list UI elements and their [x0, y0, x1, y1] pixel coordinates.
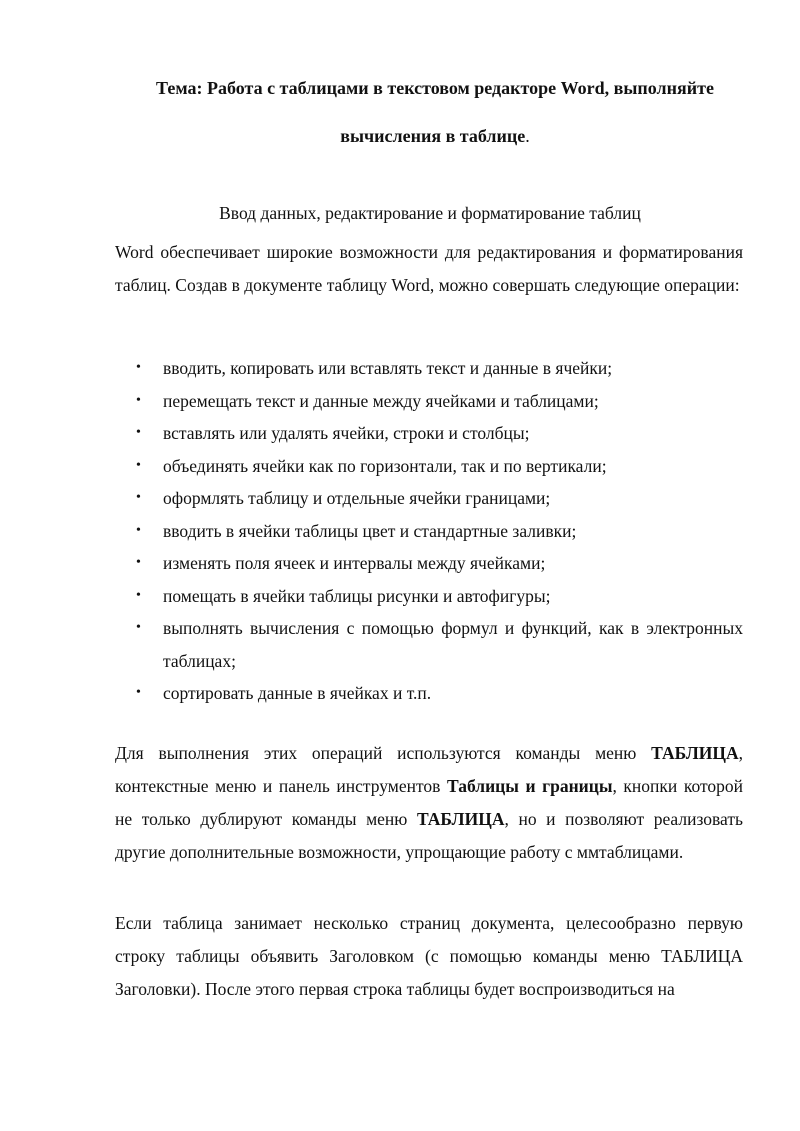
list-item: [115, 515, 743, 548]
list-item: [115, 612, 743, 677]
toolbar-name-bold: Таблицы и границы: [446, 776, 613, 796]
list-item: [115, 450, 743, 483]
list-item-text: изменять поля ячеек и интервалы между ячейками;: [163, 553, 546, 573]
bullet-icon: •: [136, 360, 141, 375]
bullet-icon: •: [136, 425, 141, 440]
list-item: [115, 482, 743, 515]
list-item-text: перемещать текст и данные между ячейками и таблицами;: [163, 390, 599, 411]
list-item: [115, 677, 743, 710]
bullet-icon: •: [136, 685, 141, 700]
bullet-icon: •: [136, 620, 141, 635]
paragraph-text: , контекстные меню и панель инструментов: [115, 743, 743, 796]
list-item-text: сортировать данные в ячейках и т.п.: [163, 683, 432, 703]
paragraph-text: Для выполнения этих операций используются команды меню: [115, 743, 652, 763]
menu-name-bold: ТАБЛИЦА: [651, 743, 739, 763]
list-item: [115, 417, 743, 450]
intro-paragraph: Word обеспечивает широкие возможности для редактирования и форматирования таблиц. Создав в документе таблицу Word, можно совершать следующие операции:: [115, 242, 743, 295]
list-item-text: оформлять таблицу и отдельные ячейки границами;: [163, 488, 551, 508]
list-item: [115, 580, 743, 613]
bullet-icon: •: [136, 555, 141, 570]
bullet-icon: •: [136, 522, 141, 538]
list-item-text: вводить в ячейки таблицы цвет и стандартные заливки;: [163, 520, 577, 541]
title-line-2-bold: вычисления в таблице: [340, 126, 526, 146]
section-heading: Ввод данных, редактирование и форматирование таблиц: [219, 203, 641, 223]
header-row-paragraph: Если таблица занимает несколько страниц документа, целесообразно первую строку таблицы объявить Заголовком (с помощью команды меню ТАБЛИЦА Заголовки). После этого первая строка таблицы будет воспроизводиться на: [115, 913, 743, 999]
bullet-icon: •: [136, 457, 141, 473]
list-item-text: выполнять вычисления с помощью формул и функций, как в электронных таблицах;: [163, 618, 743, 671]
bullet-icon: •: [136, 392, 141, 408]
paragraph-text: , но и позволяют реализовать другие дополнительные возможности, упрощающие работу с ммтаблицами.: [115, 809, 743, 862]
list-item: [115, 385, 743, 418]
operations-list: [115, 352, 743, 710]
list-item: [115, 352, 743, 385]
commands-paragraph: [115, 737, 743, 869]
document-title: [90, 70, 780, 154]
list-item: [115, 547, 743, 580]
list-item-text: помещать в ячейки таблицы рисунки и автофигуры;: [163, 585, 551, 606]
paragraph-text: , кнопки которой не только дублируют команды меню: [115, 776, 743, 829]
list-item-text: вводить, копировать или вставлять текст и данные в ячейки;: [163, 358, 613, 378]
list-item-text: объединять ячейки как по горизонтали, так и по вертикали;: [163, 455, 607, 476]
title-line-1: Тема: Работа с таблицами в текстовом редакторе Word, выполняйте: [156, 78, 714, 98]
bullet-icon: •: [136, 587, 141, 603]
title-line-2-end: .: [525, 126, 530, 146]
bullet-icon: •: [136, 490, 141, 505]
title-line-2: [90, 118, 780, 154]
menu-name-bold: ТАБЛИЦА: [416, 809, 505, 829]
list-item-text: вставлять или удалять ячейки, строки и столбцы;: [163, 423, 530, 443]
